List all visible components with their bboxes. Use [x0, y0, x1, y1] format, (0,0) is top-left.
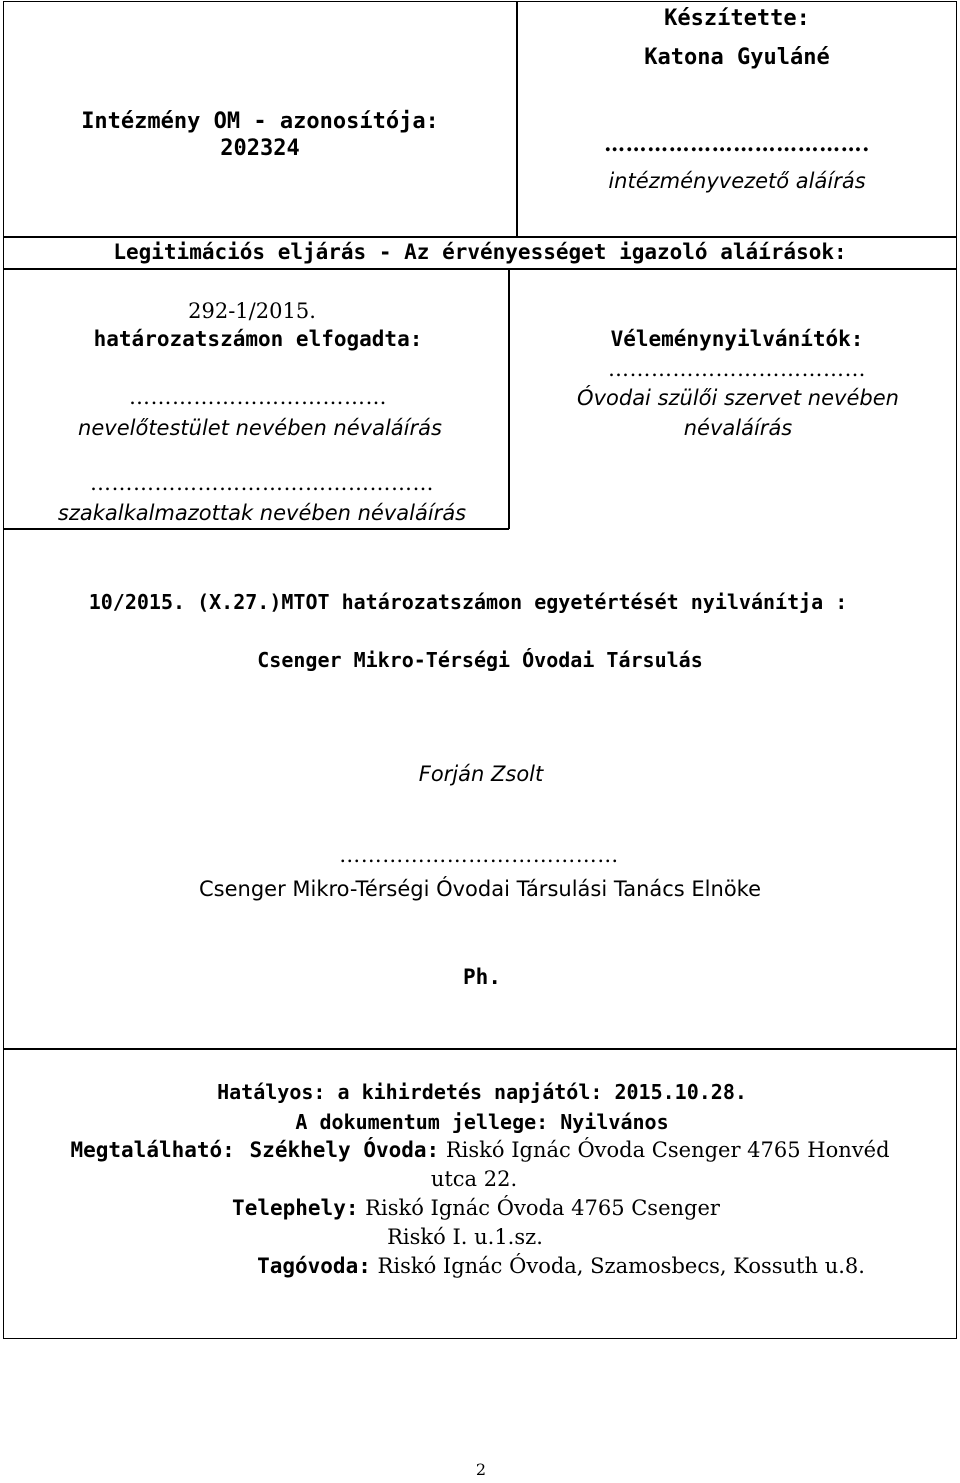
- site-label: Telephely:: [232, 1196, 359, 1220]
- legit-title-rule: [3, 268, 957, 270]
- chair-name: Forján Zsolt: [418, 762, 544, 786]
- om-value: 202324: [220, 136, 300, 161]
- document-nature: A dokumentum jellege: Nyilvános: [295, 1110, 669, 1134]
- parents-signature-line: ………………………………: [608, 357, 866, 381]
- opinion-label: Véleménynyilvánítók:: [610, 327, 864, 351]
- member-value: Riskó Ignác Óvoda, Szamosbecs, Kossuth u.8.: [377, 1254, 865, 1278]
- specialists-signature-caption: szakalkalmazottak nevében névaláírás: [57, 501, 467, 525]
- member-label: Tagóvoda:: [257, 1254, 371, 1278]
- seat-label: Székhely Óvoda:: [249, 1138, 440, 1162]
- resolution-number: 292-1/2015.: [188, 299, 316, 323]
- seat-line: [70, 1140, 889, 1161]
- page-number: 2: [475, 1460, 487, 1479]
- header-bottom-rule: [3, 236, 957, 238]
- prepared-by-label: Készítette:: [664, 6, 810, 31]
- header-divider: [516, 1, 518, 237]
- chair-role: Csenger Mikro-Térségi Óvodai Társulási Tanács Elnöke: [198, 877, 762, 901]
- site-value-continued: Riskó I. u.1.sz.: [387, 1225, 543, 1249]
- specialists-bottom-rule: [3, 528, 509, 530]
- specialists-signature-line: …………………………………………: [90, 471, 434, 495]
- legitimation-title: Legitimációs eljárás - Az érvényességet igazoló aláírások:: [113, 240, 847, 264]
- om-label: Intézmény OM - azonosítója:: [81, 109, 439, 134]
- staff-signature-caption: nevelőtestület nevében névaláírás: [78, 416, 442, 440]
- signatories-divider: [508, 268, 510, 529]
- prepared-by-name: Katona Gyuláné: [644, 45, 830, 70]
- parents-signature-caption: Óvodai szülői szervet nevében: [577, 386, 899, 410]
- seat-value-continued: utca 22.: [430, 1167, 518, 1191]
- organization-name: Csenger Mikro-Térségi Óvodai Társulás: [257, 648, 703, 672]
- chair-signature-line: …………………………………: [339, 843, 619, 867]
- head-signature-caption: intézményvezető aláírás: [608, 169, 866, 193]
- seat-value: Riskó Ignác Óvoda Csenger 4765 Honvéd: [445, 1138, 890, 1162]
- site-value: Riskó Ignác Óvoda 4765 Csenger: [365, 1196, 720, 1220]
- accepted-label: határozatszámon elfogadta:: [93, 327, 423, 351]
- staff-signature-line: ………………………………: [129, 385, 387, 409]
- location-label: Megtalálható:: [70, 1138, 235, 1162]
- stamp-label: Ph.: [463, 965, 501, 989]
- effective-date: Hatályos: a kihirdetés napjától: 2015.10.28.: [217, 1080, 747, 1104]
- agreement-statement: 10/2015. (X.27.)MTOT határozatszámon egyetértését nyilvánítja :: [88, 590, 848, 614]
- footer-top-rule: [3, 1048, 957, 1050]
- head-signature-line: ……………………………….: [604, 131, 870, 156]
- parents-signature-caption-2: névaláírás: [683, 416, 793, 440]
- site-line: [232, 1198, 720, 1219]
- member-line: [257, 1256, 865, 1277]
